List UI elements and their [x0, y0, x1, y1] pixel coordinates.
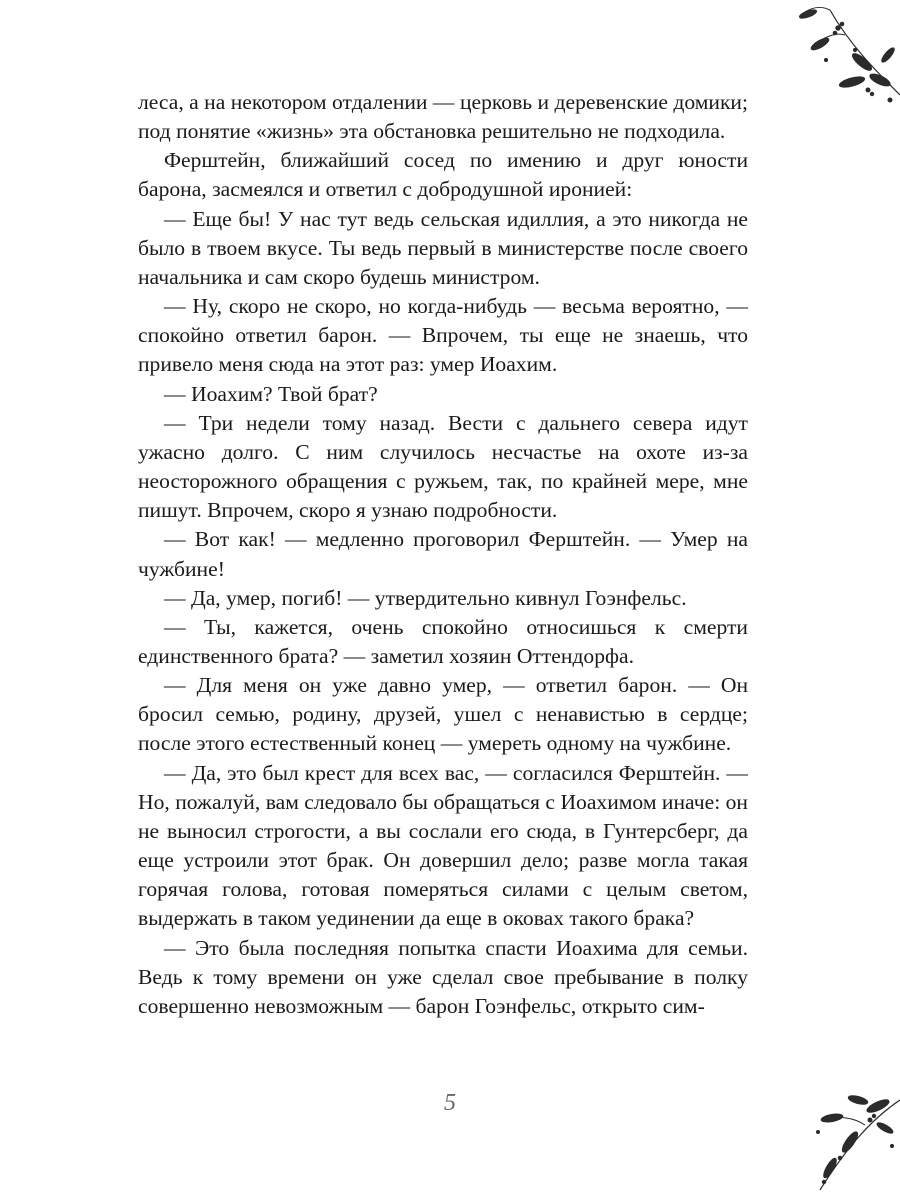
paragraph: — Ты, кажется, очень спокойно относишься к смерти единственного брата? — заметил хозяин Оттендорфа. [138, 614, 748, 668]
paragraph: — Ну, скоро не скоро, но когда-нибудь — весьма вероятно, — спокойно ответил барон. — Впрочем, ты еще не знаешь, что привело меня сюда на этот раз: умер Иоахим. [138, 294, 748, 377]
paragraph: — Для меня он уже давно умер, — ответил барон. — Он бросил семью, родину, друзей, ушел с ненавистью в сердце; после этого естественный конец — умереть одному на чужбине. [138, 673, 748, 756]
paragraph: — Три недели тому назад. Вести с дальнего севера идут ужасно долго. С ним случилось несчастье на охоте из-за неосторожного обращения с ружьем, так, по крайней мере, мне пишут. Впрочем, скоро я узнаю подробности. [138, 410, 748, 523]
floral-branch-icon [760, 1080, 900, 1200]
paragraph: — Еще бы! У нас тут ведь сельская идиллия, а это никогда не было в твоем вкусе. Ты ведь первый в министерстве после своего начальника и сам скоро будешь министром. [138, 206, 748, 289]
page-number: 5 [444, 1090, 456, 1116]
paragraph: — Да, умер, погиб! — утвердительно кивнул Гоэнфельс. [164, 585, 687, 610]
paragraph: Ферштейн, ближайший сосед по имению и друг юности барона, засмеялся и ответил с добродушной иронией: [138, 148, 748, 202]
paragraph: леса, а на некотором отдалении — церковь и деревенские домики; под понятие «жизнь» эта обстановка решительно не подходила. [138, 90, 748, 144]
paragraph: — Это была последняя попытка спасти Иоахима для семьи. Ведь к тому времени он уже сделал свое пребывание в полку совершенно невозможным — барон Гоэнфельс, открыто сим- [138, 935, 748, 1018]
paragraph: — Вот как! — медленно проговорил Ферштейн. — Умер на чужбине! [138, 527, 748, 581]
floral-branch-icon [760, 0, 900, 110]
paragraph: — Да, это был крест для всех вас, — согласился Ферштейн. — Но, пожалуй, вам следовало бы обращаться с Иоахимом иначе: он не выносил строгости, а вы сослали его сюда, в Гунтерсберг, да еще устроили этот брак. Он довершил дело; разве могла такая горячая голова, готовая померяться силами с целым светом, выдержать в таком уединении да еще в оковах такого брака? [138, 760, 748, 931]
paragraph: — Иоахим? Твой брат? [164, 381, 378, 406]
body-text [138, 88, 748, 1021]
